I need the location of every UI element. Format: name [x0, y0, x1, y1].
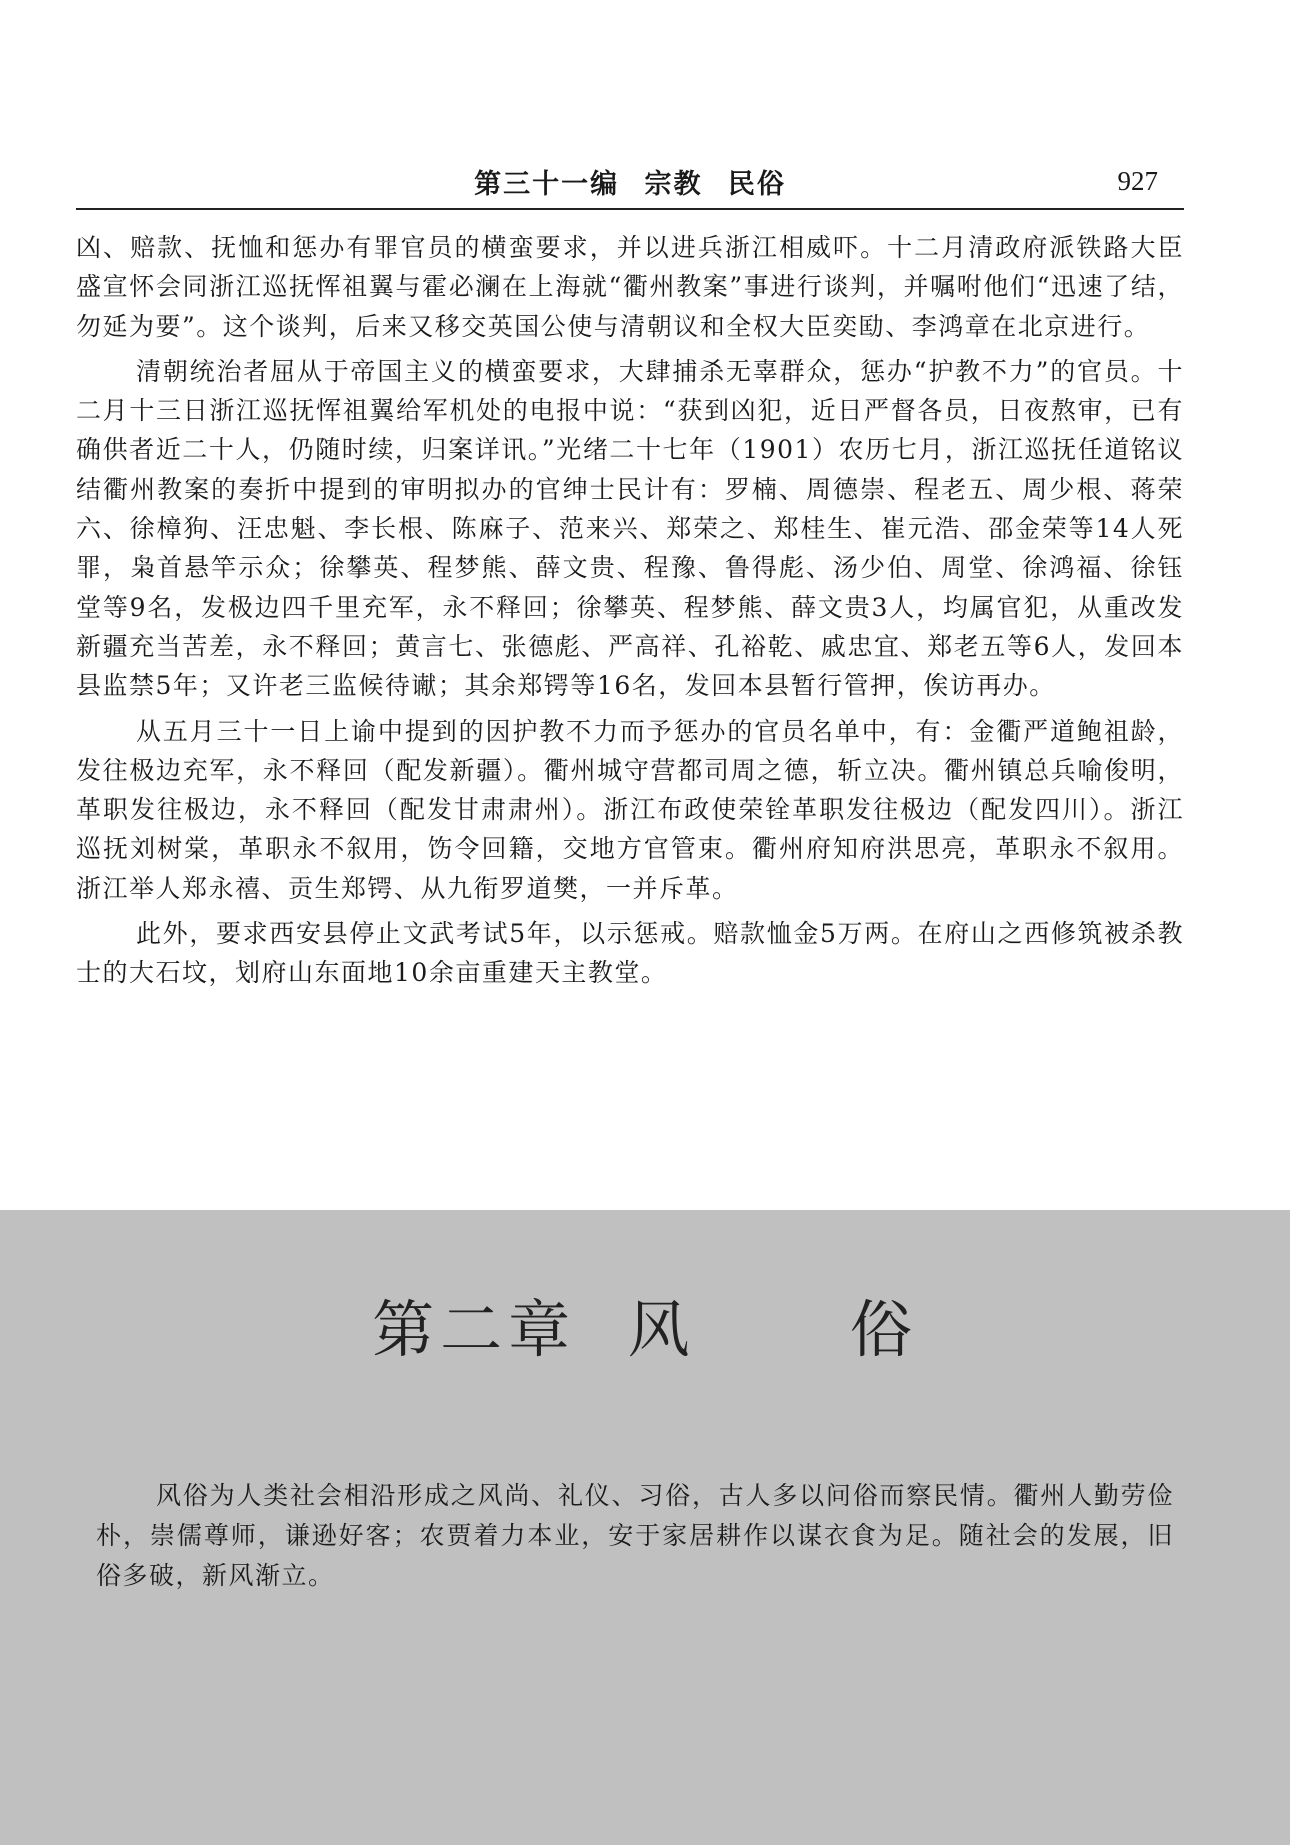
body-text — [76, 228, 1184, 999]
chapter-intro — [96, 1476, 1174, 1602]
chapter-section — [0, 1210, 1290, 1845]
paragraph-4: 此外，要求西安县停止文武考试5年，以示惩戒。赔款恤金5万两。在府山之西修筑被杀教士的大石坟，划府山东面地10余亩重建天主教堂。 — [76, 919, 1184, 988]
chapter-intro-paragraph: 风俗为人类社会相沿形成之风尚、礼仪、习俗，古人多以问俗而察民情。衢州人勤劳俭朴，崇儒尊师，谦逊好客；农贾着力本业，安于家居耕作以谋衣食为足。随社会的发展，旧俗多破，新风渐立。 — [96, 1481, 1174, 1590]
paragraph-1: 凶、赔款、抚恤和惩办有罪官员的横蛮要求，并以进兵浙江相威吓。十二月清政府派铁路大臣盛宣怀会同浙江巡抚恽祖翼与霍必澜在上海就“衢州教案”事进行谈判，并嘱咐他们“迅速了结，勿延为要”。这个谈判，后来又移交英国公使与清朝议和全权大臣奕劻、李鸿章在北京进行。 — [76, 233, 1184, 341]
header-title: 第三十一编 宗教 民俗 — [474, 169, 786, 200]
running-header — [76, 160, 1184, 210]
paragraph-2: 清朝统治者屈从于帝国主义的横蛮要求，大肆捕杀无辜群众，惩办“护教不力”的官员。十二月十三日浙江巡抚恽祖翼给军机处的电报中说：“获到凶犯，近日严督各员，日夜熬审，已有确供者近二十人，仍随时续，归案详讯。”光绪二十七年（1901）农历七月，浙江巡抚任道铭议结衢州教案的奏折中提到的审明拟办的官绅士民计有：罗楠、周德崇、程老五、周少根、蒋荣六、徐樟狗、汪忠魁、李长根、陈麻子、范来兴、郑荣之、郑桂生、崔元浩、邵金荣等14人死罪，枭首悬竿示众；徐攀英、程梦熊、薛文贵、程豫、鲁得彪、汤少伯、周堂、徐鸿福、徐钰堂等9名，发极边四千里充军，永不释回；徐攀英、程梦熊、薛文贵3人，均属官犯，从重改发新疆充当苦差，永不释回；黄言七、张德彪、严高祥、孔裕乾、戚忠宜、郑老五等6人，发回本县监禁5年；又许老三监候待谳；其余郑锷等16名，发回本县暂行管押，俟访再办。 — [76, 356, 1184, 701]
page-number: 927 — [1117, 166, 1158, 196]
chapter-title: 第二章 风 俗 — [372, 1293, 918, 1366]
paragraph-3: 从五月三十一日上谕中提到的因护教不力而予惩办的官员名单中，有：金衢严道鲍祖龄，发往极边充军，永不释回（配发新疆）。衢州城守营都司周之德，斩立决。衢州镇总兵喻俊明，革职发往极边，永不释回（配发甘肃肃州）。浙江布政使荣铨革职发往极边（配发四川）。浙江巡抚刘树棠，革职永不叙用，饬令回籍，交地方官管束。衢州府知府洪思亮，革职永不叙用。浙江举人郑永禧、贡生郑锷、从九衔罗道樊，一并斥革。 — [76, 716, 1184, 903]
